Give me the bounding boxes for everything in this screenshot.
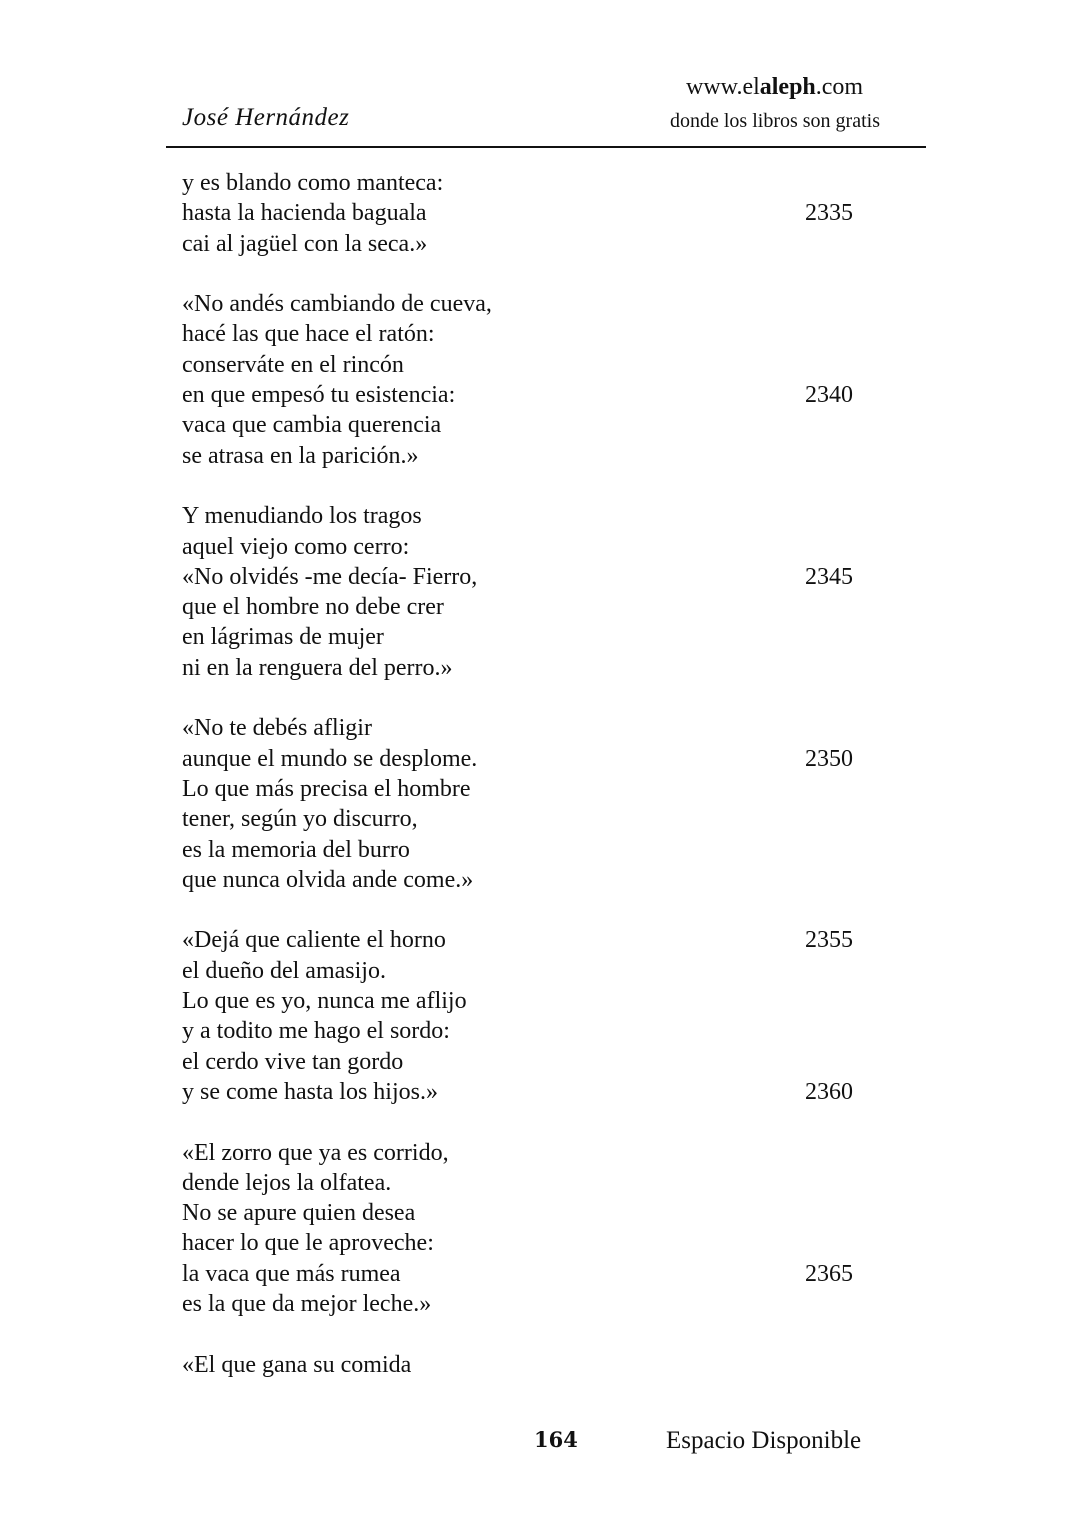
verse-line <box>182 1228 902 1258</box>
verse-line <box>182 653 902 683</box>
verse-text: «El zorro que ya es corrido, <box>182 1139 449 1166</box>
verse-line <box>182 804 902 834</box>
line-number: 2365 <box>805 1260 853 1287</box>
line-number: 2360 <box>805 1078 853 1105</box>
stanza <box>182 1350 902 1380</box>
verse-line <box>182 380 902 410</box>
verse-text: Y menudiando los tragos <box>182 503 422 530</box>
verse-text: «No olvidés -me decía- Fierro, <box>182 563 478 590</box>
line-number: 2340 <box>805 382 853 409</box>
stanza <box>182 289 902 471</box>
stanza <box>182 168 902 259</box>
verse-line <box>182 1047 902 1077</box>
verse-text: y a todito me hago el sordo: <box>182 1018 450 1045</box>
verse-line <box>182 1350 902 1380</box>
verse-line <box>182 744 902 774</box>
verse-text: el dueño del amasijo. <box>182 957 386 984</box>
verse-line <box>182 319 902 349</box>
verse-text: que el hombre no debe crer <box>182 594 444 621</box>
stanza-gap <box>182 471 902 501</box>
verse-text: es la memoria del burro <box>182 836 410 863</box>
verse-line <box>182 350 902 380</box>
verse-line <box>182 410 902 440</box>
verse-line <box>182 229 902 259</box>
verse-line <box>182 1168 902 1198</box>
page-number: 164 <box>534 1427 578 1452</box>
verse-line <box>182 622 902 652</box>
verse-text: que nunca olvida ande come.» <box>182 866 474 893</box>
site-bold: aleph <box>759 74 816 100</box>
line-number: 2345 <box>805 563 853 590</box>
verse-line <box>182 592 902 622</box>
verse-text: aunque el mundo se desplome. <box>182 745 478 772</box>
verse-text: la vaca que más rumea <box>182 1260 401 1287</box>
verse-line <box>182 532 902 562</box>
verse-line <box>182 865 902 895</box>
stanza <box>182 1138 902 1320</box>
verse-text: conserváte en el rincón <box>182 351 404 378</box>
verse-text: tener, según yo discurro, <box>182 806 418 833</box>
stanza-gap <box>182 1107 902 1137</box>
verse-text: aquel viejo como cerro: <box>182 533 410 560</box>
verse-text: No se apure quien desea <box>182 1200 416 1227</box>
verse-text: dende lejos la olfatea. <box>182 1169 392 1196</box>
stanza-gap <box>182 895 902 925</box>
verse-line <box>182 562 902 592</box>
verse-text: Lo que más precisa el hombre <box>182 775 471 802</box>
stanza-gap <box>182 683 902 713</box>
header-divider <box>166 146 926 148</box>
stanza-gap <box>182 1319 902 1349</box>
verse-text: vaca que cambia querencia <box>182 412 442 439</box>
verse-line <box>182 1259 902 1289</box>
verse-text: «No te debés afligir <box>182 715 372 742</box>
verse-line <box>182 986 902 1016</box>
verse-line <box>182 501 902 531</box>
verse-line <box>182 198 902 228</box>
verse-line <box>182 1198 902 1228</box>
verse-text: hacé las que hace el ratón: <box>182 321 435 348</box>
verse-line <box>182 925 902 955</box>
header-site-url[interactable] <box>686 74 863 101</box>
verse-line <box>182 774 902 804</box>
verse-line <box>182 168 902 198</box>
line-number: 2350 <box>805 745 853 772</box>
line-number: 2355 <box>805 927 853 954</box>
site-suffix: .com <box>815 74 864 100</box>
verse-text: es la que da mejor leche.» <box>182 1290 432 1317</box>
verse-text: Lo que es yo, nunca me aflijo <box>182 988 467 1015</box>
verse-text: se atrasa en la parición.» <box>182 442 419 469</box>
stanza <box>182 713 902 895</box>
verse-line <box>182 1016 902 1046</box>
verse-text: «El que gana su comida <box>182 1351 412 1378</box>
verse-line <box>182 956 902 986</box>
line-number: 2335 <box>805 200 853 227</box>
verse-line <box>182 835 902 865</box>
stanza <box>182 925 902 1107</box>
verse-text: y es blando como manteca: <box>182 170 444 196</box>
verse-line <box>182 1138 902 1168</box>
header-tagline: donde los libros son gratis <box>670 110 880 132</box>
verse-text: ni en la renguera del perro.» <box>182 654 453 681</box>
stanza <box>182 501 902 683</box>
verse-text: y se come hasta los hijos.» <box>182 1078 438 1105</box>
verse-line <box>182 713 902 743</box>
footer-text: Espacio Disponible <box>666 1427 862 1454</box>
verse-line <box>182 1077 902 1107</box>
verse-line <box>182 289 902 319</box>
poem-body <box>182 168 902 1380</box>
header-author: José Hernández <box>182 104 350 131</box>
stanza-gap <box>182 259 902 289</box>
site-prefix: www.el <box>686 74 760 100</box>
verse-text: el cerdo vive tan gordo <box>182 1048 404 1075</box>
verse-line <box>182 1289 902 1319</box>
verse-text: en que empesó tu esistencia: <box>182 382 456 409</box>
verse-line <box>182 441 902 471</box>
verse-text: hasta la hacienda baguala <box>182 200 427 227</box>
verse-text: en lágrimas de mujer <box>182 624 384 651</box>
verse-text: «No andés cambiando de cueva, <box>182 291 492 318</box>
verse-text: «Dejá que caliente el horno <box>182 927 446 954</box>
verse-text: cai al jagüel con la seca.» <box>182 230 428 257</box>
verse-text: hacer lo que le aproveche: <box>182 1230 434 1257</box>
